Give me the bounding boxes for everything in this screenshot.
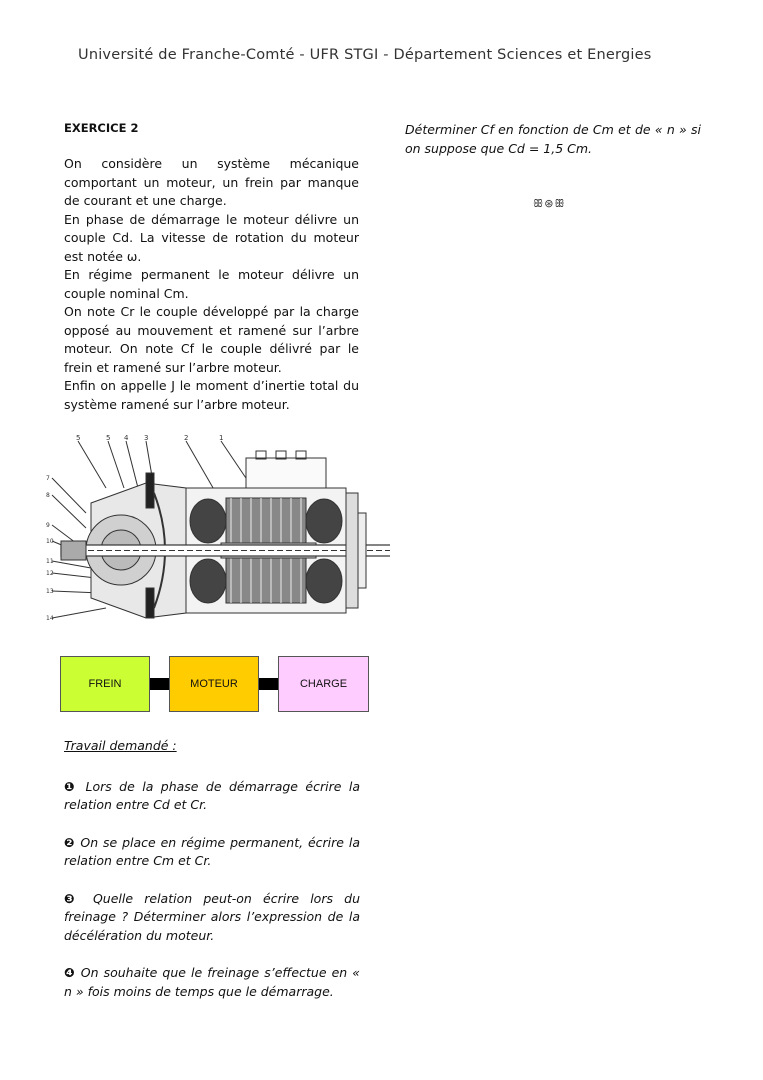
- callout-label: 9: [46, 522, 50, 529]
- task-item: [64, 964, 360, 1001]
- task-item: [64, 778, 360, 815]
- exercise-paragraph: Enfin on appelle J le moment d’inertie total du système ramené sur l’arbre moteur.: [64, 378, 359, 412]
- callout-label: 7: [46, 475, 50, 482]
- frein-block: FREIN: [60, 656, 150, 712]
- coupling-link: [259, 678, 278, 690]
- task-item: [64, 834, 360, 871]
- callout-label: 2: [184, 434, 189, 442]
- callout-label: 4: [124, 434, 129, 442]
- page-header: Université de Franche-Comté - UFR STGI - Département Sciences et Energies: [78, 47, 652, 63]
- coupling-link: [150, 678, 169, 690]
- exercise-section: [64, 121, 359, 414]
- callout-label: 3: [144, 434, 149, 442]
- callout-label: 8: [46, 492, 50, 499]
- moteur-block: MOTEUR: [169, 656, 259, 712]
- task-text: Lors de la phase de démarrage écrire la relation entre Cd et Cr.: [64, 778, 360, 812]
- block-diagram: [60, 656, 369, 714]
- work-section: [64, 737, 360, 1020]
- exercise-paragraph: En phase de démarrage le moteur délivre un couple Cd. La vitesse de rotation du moteur est notée ω.: [64, 211, 359, 264]
- task-number: ❷: [64, 834, 76, 850]
- callout-label: 10: [46, 538, 54, 545]
- exercise-paragraph: En régime permanent le moteur délivre un couple nominal Cm.: [64, 267, 359, 301]
- callout-label: 14: [46, 615, 54, 622]
- task-text: On se place en régime permanent, écrire la relation entre Cm et Cr.: [64, 834, 360, 868]
- continuation-section: [405, 121, 701, 158]
- task-text: On souhaite que le freinage s’effectue en « n » fois moins de temps que le démarrage.: [64, 965, 360, 999]
- task-number: ❶: [64, 778, 79, 794]
- task-continuation: Déterminer Cf en fonction de Cm et de « n » si on suppose que Cd = 1,5 Cm.: [405, 122, 701, 156]
- exercise-paragraph: On note Cr le couple développé par la charge opposé au mouvement et ramené sur l’arbre moteur. On note Cf le couple délivré par le frein et ramené sur l’arbre moteur.: [64, 304, 359, 375]
- callout-label: 11: [46, 558, 54, 565]
- exercise-paragraph: On considère un système mécanique comportant un moteur, un frein par manque de courant et une charge.: [64, 156, 359, 208]
- task-text: Quelle relation peut-on écrire lors du freinage ? Déterminer alors l’expression de la décélération du moteur.: [64, 890, 360, 943]
- charge-block: CHARGE: [278, 656, 369, 712]
- ornament-divider: ꕥ⊛ꕥ: [533, 197, 566, 210]
- callout-label: 5: [76, 434, 81, 442]
- callout-label: 12: [46, 570, 54, 577]
- callout-label: 5: [106, 434, 111, 442]
- exercise-title: EXERCICE 2: [64, 121, 139, 135]
- motor-brake-drawing: [46, 433, 390, 640]
- callout-label: 13: [46, 588, 54, 595]
- work-title: Travail demandé :: [64, 738, 177, 753]
- task-number: ❹: [64, 965, 76, 980]
- callout-label: 1: [219, 434, 224, 442]
- task-item: [64, 890, 360, 946]
- task-number: ❸: [64, 890, 82, 906]
